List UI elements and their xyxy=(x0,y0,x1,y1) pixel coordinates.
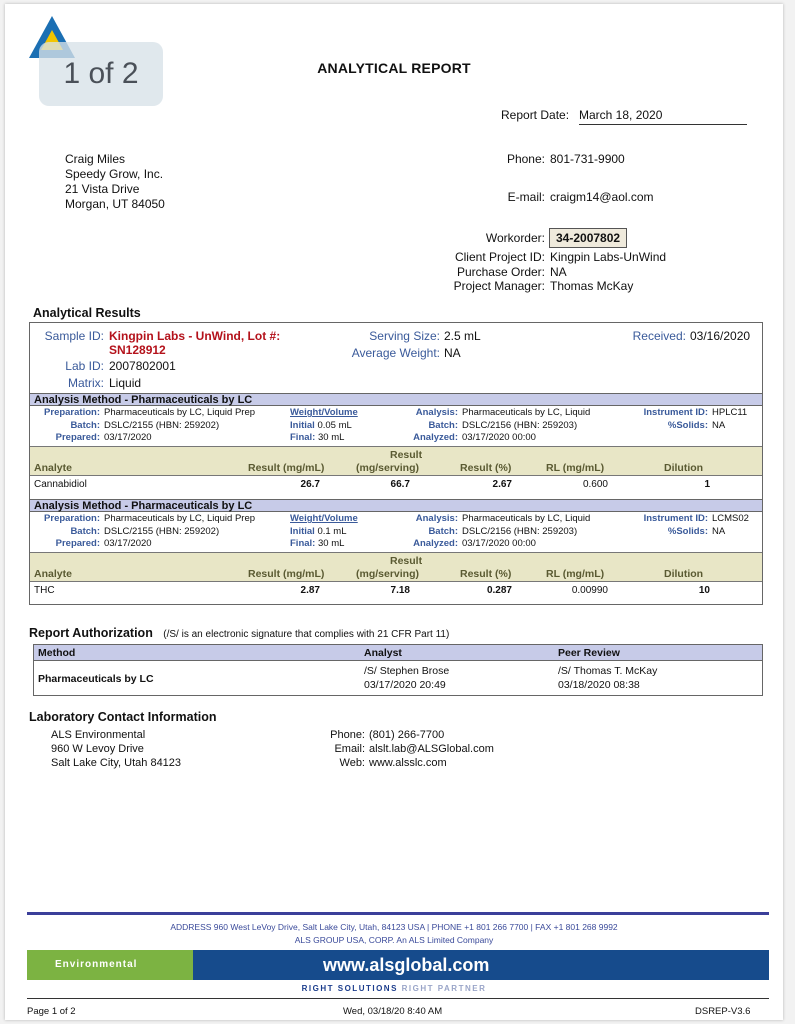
analysis-labels-2 xyxy=(390,513,458,551)
rl-value: 0.600 xyxy=(582,479,608,490)
analyzed-label: Analyzed: xyxy=(413,538,458,549)
analysis-batch-label: Batch: xyxy=(428,525,458,537)
dilution-value: 1 xyxy=(704,479,710,490)
prep-details-2 xyxy=(30,512,762,552)
final-label: Final: xyxy=(290,538,316,549)
analyst-signature: /S/ Stephen Brose xyxy=(364,665,450,677)
authorization-note: (/S/ is an electronic signature that complies with 21 CFR Part 11) xyxy=(163,629,450,640)
lab-contact-labels xyxy=(285,728,365,770)
col-result-mgml: Result (mg/mL) xyxy=(248,462,325,474)
analysis-label: Analysis: xyxy=(415,513,458,524)
rl-value: 0.00990 xyxy=(571,585,608,596)
analysis-labels-1 xyxy=(390,407,458,445)
initial-value: 0.05 mL xyxy=(317,419,352,431)
auth-col-peer: Peer Review xyxy=(558,647,620,659)
result-header-row-2 xyxy=(30,552,762,582)
dilution-value: 10 xyxy=(698,585,710,596)
workorder-label: Workorder: xyxy=(485,231,545,245)
analyst-date: 03/17/2020 20:49 xyxy=(364,679,446,691)
phone-label: Phone: xyxy=(506,152,545,166)
result-mgserving-value: 66.7 xyxy=(390,479,410,490)
result-row-1 xyxy=(30,476,762,494)
auth-peer xyxy=(558,664,657,692)
col-result-pct: Result (%) xyxy=(460,568,512,580)
peer-signature: /S/ Thomas T. McKay xyxy=(558,665,658,677)
analytical-results-box xyxy=(29,322,763,605)
analysis-batch-label: Batch: xyxy=(428,419,458,431)
received-label: Received: xyxy=(632,329,686,343)
analyzed-value: 03/17/2020 00:00 xyxy=(462,538,536,549)
footer-banner xyxy=(27,950,769,980)
order-labels xyxy=(405,250,545,294)
client-name: Craig Miles xyxy=(65,152,126,166)
instrument-label: Instrument ID: xyxy=(643,407,708,418)
footer-corp: ALS GROUP USA, CORP. An ALS Limited Company xyxy=(294,935,494,945)
bottom-divider xyxy=(27,998,769,999)
prepared-label: Prepared: xyxy=(55,432,100,443)
col-result-mgserving: (mg/serving) xyxy=(356,462,420,474)
solids-value: NA xyxy=(712,419,726,431)
printed-timestamp: Wed, 03/18/20 8:40 AM xyxy=(343,1006,443,1017)
result-row-2 xyxy=(30,582,762,600)
lab-contact-values xyxy=(369,728,494,770)
client-address2: Morgan, UT 84050 xyxy=(65,197,165,211)
authorization-heading: Report Authorization xyxy=(29,626,153,640)
solids-label: %Solids: xyxy=(667,419,708,431)
result-mgserving-value: 7.18 xyxy=(390,585,410,596)
prep-values-1 xyxy=(104,407,255,445)
auth-col-method: Method xyxy=(38,647,76,659)
lab-phone-label: Phone: xyxy=(330,729,365,741)
instrument-labels-1 xyxy=(620,407,708,432)
lab-address2: Salt Lake City, Utah 84123 xyxy=(51,757,182,769)
analysis-label: Analysis: xyxy=(415,407,458,418)
preparation-label: Preparation: xyxy=(44,513,100,524)
report-date: March 18, 2020 xyxy=(579,108,747,125)
lab-phone: (801) 266-7700 xyxy=(369,729,445,741)
result-mgml-value: 26.7 xyxy=(300,479,320,490)
order-values xyxy=(550,250,666,294)
page-counter-overlay: 1 of 2 xyxy=(39,42,163,106)
analyzed-label: Analyzed: xyxy=(413,432,458,443)
method-title-1: Analysis Method - Pharmaceuticals by LC xyxy=(30,393,762,406)
authorization-header xyxy=(34,645,762,661)
initial-value: 0.1 mL xyxy=(317,525,347,537)
final-label: Final: xyxy=(290,432,316,443)
analysis-values-1 xyxy=(462,407,590,445)
col-rl: RL (mg/mL) xyxy=(546,462,605,474)
instrument-labels-2 xyxy=(620,513,708,538)
client-project-id: Kingpin Labs-UnWind xyxy=(550,250,667,264)
auth-col-analyst: Analyst xyxy=(364,647,402,659)
result-header-row-1 xyxy=(30,446,762,476)
peer-date: 03/18/2020 08:38 xyxy=(558,679,640,691)
solids-value: NA xyxy=(712,525,726,537)
method-title-2: Analysis Method - Pharmaceuticals by LC xyxy=(30,499,762,512)
instrument-values-2 xyxy=(712,513,749,538)
col-result-mgserving: (mg/serving) xyxy=(356,568,420,580)
preparation-value: Pharmaceuticals by LC, Liquid Prep xyxy=(104,407,256,418)
lab-email-label: Email: xyxy=(334,743,365,755)
lab-name: ALS Environmental xyxy=(51,729,146,741)
sample-id-line1: Kingpin Labs - UnWind, Lot #: xyxy=(109,329,281,343)
client-address1: 21 Vista Drive xyxy=(65,182,140,196)
analyte-name: THC xyxy=(34,585,55,596)
tagline-right-partner: RIGHT PARTNER xyxy=(401,984,487,993)
lab-address1: 960 W Levoy Drive xyxy=(51,743,144,755)
prep-values-2 xyxy=(104,513,255,551)
analyte-name: Cannabidiol xyxy=(34,479,87,490)
lab-email: alslt.lab@ALSGlobal.com xyxy=(369,743,494,755)
prep-details-1 xyxy=(30,406,762,446)
page-number: Page 1 of 2 xyxy=(27,1006,76,1017)
serving-size-label: Serving Size: xyxy=(369,329,440,343)
analysis-batch-value: DSLC/2156 (HBN: 259203) xyxy=(462,525,578,537)
batch-label: Batch: xyxy=(70,419,100,431)
final-value: 30 mL xyxy=(317,538,345,549)
weight-volume-label: Weight/Volume xyxy=(290,513,358,524)
received-date: 03/16/2020 xyxy=(690,329,751,343)
col-result-pct: Result (%) xyxy=(460,462,512,474)
initial-label: Initial xyxy=(290,525,315,537)
col-dilution: Dilution xyxy=(664,568,704,580)
solids-label: %Solids: xyxy=(667,525,708,537)
col-result-mgml: Result (mg/mL) xyxy=(248,568,325,580)
matrix: Liquid xyxy=(109,376,142,390)
sample-id-line2: SN128912 xyxy=(109,343,166,357)
prepared-value: 03/17/2020 xyxy=(104,432,152,443)
footer-divider xyxy=(27,912,769,915)
weight-volume-1 xyxy=(290,407,358,445)
auth-method: Pharmaceuticals by LC xyxy=(38,673,154,685)
average-weight-label: Average Weight: xyxy=(351,346,440,360)
method-block-2 xyxy=(30,499,762,604)
col-analyte: Analyte xyxy=(34,462,72,474)
workorder-number: 34-2007802 xyxy=(549,228,627,248)
purchase-order: NA xyxy=(550,264,567,279)
weight-volume-label: Weight/Volume xyxy=(290,407,358,418)
col-dilution: Dilution xyxy=(664,462,704,474)
client-phone: 801-731-9900 xyxy=(550,152,625,166)
analysis-value: Pharmaceuticals by LC, Liquid xyxy=(462,407,591,418)
authorization-table xyxy=(33,644,763,696)
banner-environmental: Environmental xyxy=(27,950,193,980)
matrix-label: Matrix: xyxy=(68,376,104,390)
analysis-values-2 xyxy=(462,513,590,551)
result-pct-value: 0.287 xyxy=(486,585,512,596)
client-project-label: Client Project ID: xyxy=(454,250,545,264)
serving-size: 2.5 mL xyxy=(444,329,481,343)
prepared-label: Prepared: xyxy=(55,538,100,549)
report-date-label: Report Date: xyxy=(501,108,570,122)
col-rl: RL (mg/mL) xyxy=(546,568,605,580)
lab-contact-heading: Laboratory Contact Information xyxy=(29,710,217,724)
final-value: 30 mL xyxy=(317,432,345,443)
lab-web-label: Web: xyxy=(339,757,365,769)
batch-label: Batch: xyxy=(70,525,100,537)
preparation-label: Preparation: xyxy=(44,407,100,418)
footer-tagline xyxy=(5,984,783,993)
report-page xyxy=(5,4,783,1020)
analyzed-value: 03/17/2020 00:00 xyxy=(462,432,536,443)
client-address-block xyxy=(65,152,165,212)
auth-analyst xyxy=(364,664,449,692)
result-mgml-value: 2.87 xyxy=(300,585,320,596)
client-email: craigm14@aol.com xyxy=(550,190,654,204)
prep-labels-1 xyxy=(30,407,100,445)
instrument-value: LCMS02 xyxy=(712,513,749,524)
col-analyte: Analyte xyxy=(34,568,72,580)
method-block-1 xyxy=(30,393,762,498)
preparation-value: Pharmaceuticals by LC, Liquid Prep xyxy=(104,513,256,524)
col-result-top: Result xyxy=(390,555,423,567)
weight-volume-2 xyxy=(290,513,358,551)
result-pct-value: 2.67 xyxy=(492,479,512,490)
lab-id: 2007802001 xyxy=(109,359,176,373)
purchase-order-label: Purchase Order: xyxy=(456,264,545,279)
instrument-values-1 xyxy=(712,407,747,432)
banner-url: www.alsglobal.com xyxy=(193,950,769,980)
prep-labels-2 xyxy=(30,513,100,551)
prep-batch-value: DSLC/2155 (HBN: 259202) xyxy=(104,525,220,537)
client-company: Speedy Grow, Inc. xyxy=(65,167,164,181)
authorization-heading-row xyxy=(29,624,449,642)
form-id: DSREP-V3.6 xyxy=(695,1006,751,1017)
analysis-value: Pharmaceuticals by LC, Liquid xyxy=(462,513,591,524)
report-title: ANALYTICAL REPORT xyxy=(317,60,471,76)
sample-id-label: Sample ID: xyxy=(44,329,104,343)
lab-address-block xyxy=(51,728,181,770)
prep-batch-value: DSLC/2155 (HBN: 259202) xyxy=(104,419,220,431)
col-result-top: Result xyxy=(390,449,423,461)
project-manager-label: Project Manager: xyxy=(453,279,545,293)
email-label: E-mail: xyxy=(507,190,545,204)
analysis-batch-value: DSLC/2156 (HBN: 259203) xyxy=(462,419,578,431)
tagline-right-solutions: RIGHT SOLUTIONS xyxy=(301,984,398,993)
instrument-label: Instrument ID: xyxy=(643,513,708,524)
lab-web: www.alsslc.com xyxy=(369,757,447,769)
footer-address: ADDRESS 960 West LeVoy Drive, Salt Lake City, Utah, 84123 USA | PHONE +1 801 266 7700 | FAX +1 801 268 9992 xyxy=(170,922,618,932)
lab-id-label: Lab ID: xyxy=(65,359,104,373)
average-weight: NA xyxy=(444,346,461,360)
project-manager: Thomas McKay xyxy=(550,279,634,293)
instrument-value: HPLC11 xyxy=(712,407,748,418)
prepared-value: 03/17/2020 xyxy=(104,538,152,549)
analytical-results-heading: Analytical Results xyxy=(33,306,141,320)
initial-label: Initial xyxy=(290,419,315,431)
